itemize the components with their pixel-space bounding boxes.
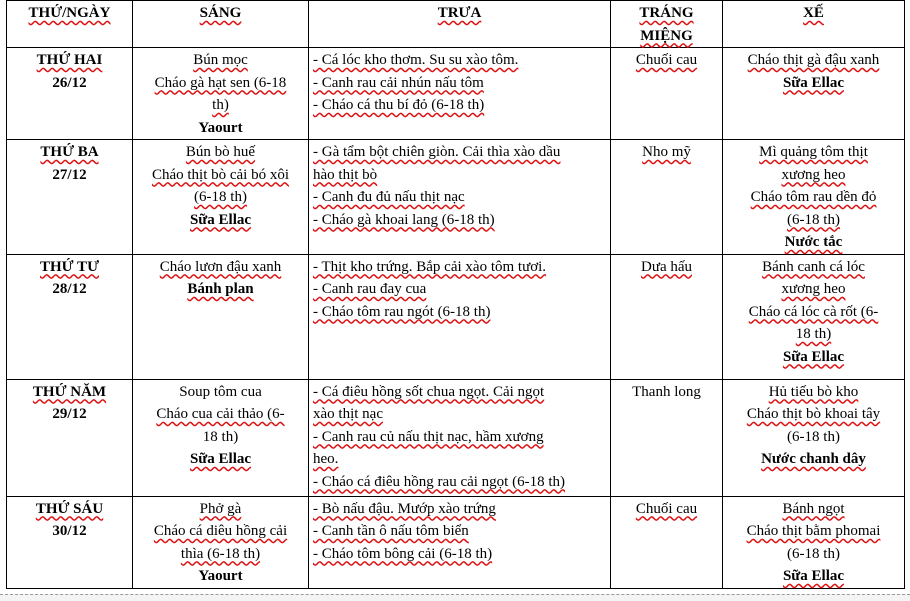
dessert-cell: Chuối cau bbox=[611, 496, 723, 588]
snack-cell: Bánh ngọt Cháo thịt bằm phomai (6-18 th) Sữa Ellac bbox=[723, 496, 905, 588]
day-name: THỨ TƯ bbox=[39, 258, 100, 275]
snack-cell: Hủ tiếu bò kho Cháo thịt bò khoai tây (6-18 th) Nước chanh dây bbox=[723, 379, 905, 496]
header-lunch: TRƯA bbox=[309, 1, 611, 48]
lunch-cell: - Bò nấu đậu. Mướp xào trứng - Canh tần ô nấu tôm biển - Cháo tôm bông cải (6-18 th) bbox=[309, 496, 611, 588]
table-row bbox=[7, 496, 905, 588]
lunch-cell: - Cá lóc kho thơm. Su su xào tôm. - Canh rau cải nhún nấu tôm - Cháo cá thu bí đỏ (6-18 th) bbox=[309, 48, 611, 140]
day-name: THỨ HAI bbox=[36, 52, 103, 68]
day-cell bbox=[7, 496, 133, 588]
dessert-cell: Nho mỹ bbox=[611, 140, 723, 255]
header-dessert: TRÁNG MIỆNG bbox=[611, 1, 723, 48]
day-name: THỨ SÁU bbox=[35, 500, 104, 517]
table-row bbox=[7, 48, 905, 140]
lunch-cell: - Gà tẩm bột chiên giòn. Cải thìa xào dầu hào thịt bò - Canh đu đủ nấu thịt nạc - Cháo gà khoai lang (6-18 th) bbox=[309, 140, 611, 255]
day-cell bbox=[7, 140, 133, 255]
day-date: 28/12 bbox=[52, 281, 87, 297]
day-name: THỨ BA bbox=[40, 144, 99, 160]
weekly-menu-table bbox=[6, 0, 905, 589]
day-name: THỨ NĂM bbox=[32, 383, 107, 400]
day-cell bbox=[7, 379, 133, 496]
breakfast-cell: Bún mọc Cháo gà hạt sen (6-18 th) Yaourt bbox=[133, 48, 309, 140]
snack-cell: Bánh canh cá lóc xương heo Cháo cá lóc cà rốt (6- 18 th) Sữa Ellac bbox=[723, 254, 905, 379]
header-day: THỨ/NGÀY bbox=[7, 1, 133, 48]
day-date: 30/12 bbox=[52, 523, 87, 539]
breakfast-cell: Phở gà Cháo cá diêu hồng cải thìa (6-18 th) Yaourt bbox=[133, 496, 309, 588]
dessert-cell: Dưa hấu bbox=[611, 254, 723, 379]
dessert-cell: Chuối cau bbox=[611, 48, 723, 140]
day-date: 29/12 bbox=[52, 406, 87, 422]
dessert-cell: Thanh long bbox=[611, 379, 723, 496]
table-row bbox=[7, 379, 905, 496]
snack-cell: Mì quảng tôm thịt xương heo Cháo tôm rau dền đỏ (6-18 th) Nước tắc bbox=[723, 140, 905, 255]
header-snack: XẾ bbox=[723, 1, 905, 48]
breakfast-cell: Cháo lươn đậu xanh Bánh plan bbox=[133, 254, 309, 379]
table-row bbox=[7, 140, 905, 255]
lunch-cell: - Cá điêu hồng sốt chua ngọt. Cải ngọt xào thịt nạc - Canh rau củ nấu thịt nạc, hầm xương heo. - Cháo cá điêu hồng rau cải ngọt (6-18 th) bbox=[309, 379, 611, 496]
breakfast-cell: Bún bò huế Cháo thịt bò cải bó xôi (6-18 th) Sữa Ellac bbox=[133, 140, 309, 255]
table-row bbox=[7, 254, 905, 379]
breakfast-cell: Soup tôm cua Cháo cua cải thảo (6- 18 th) Sữa Ellac bbox=[133, 379, 309, 496]
day-date: 26/12 bbox=[52, 74, 87, 91]
day-date: 27/12 bbox=[52, 166, 87, 183]
header-row bbox=[7, 1, 905, 48]
snack-cell: Cháo thịt gà đậu xanh Sữa Ellac bbox=[723, 48, 905, 140]
header-breakfast: SÁNG bbox=[133, 1, 309, 48]
lunch-cell: - Thịt kho trứng. Bắp cải xào tôm tươi. - Canh rau đay cua - Cháo tôm rau ngót (6-18 th) bbox=[309, 254, 611, 379]
day-cell bbox=[7, 254, 133, 379]
day-cell bbox=[7, 48, 133, 140]
